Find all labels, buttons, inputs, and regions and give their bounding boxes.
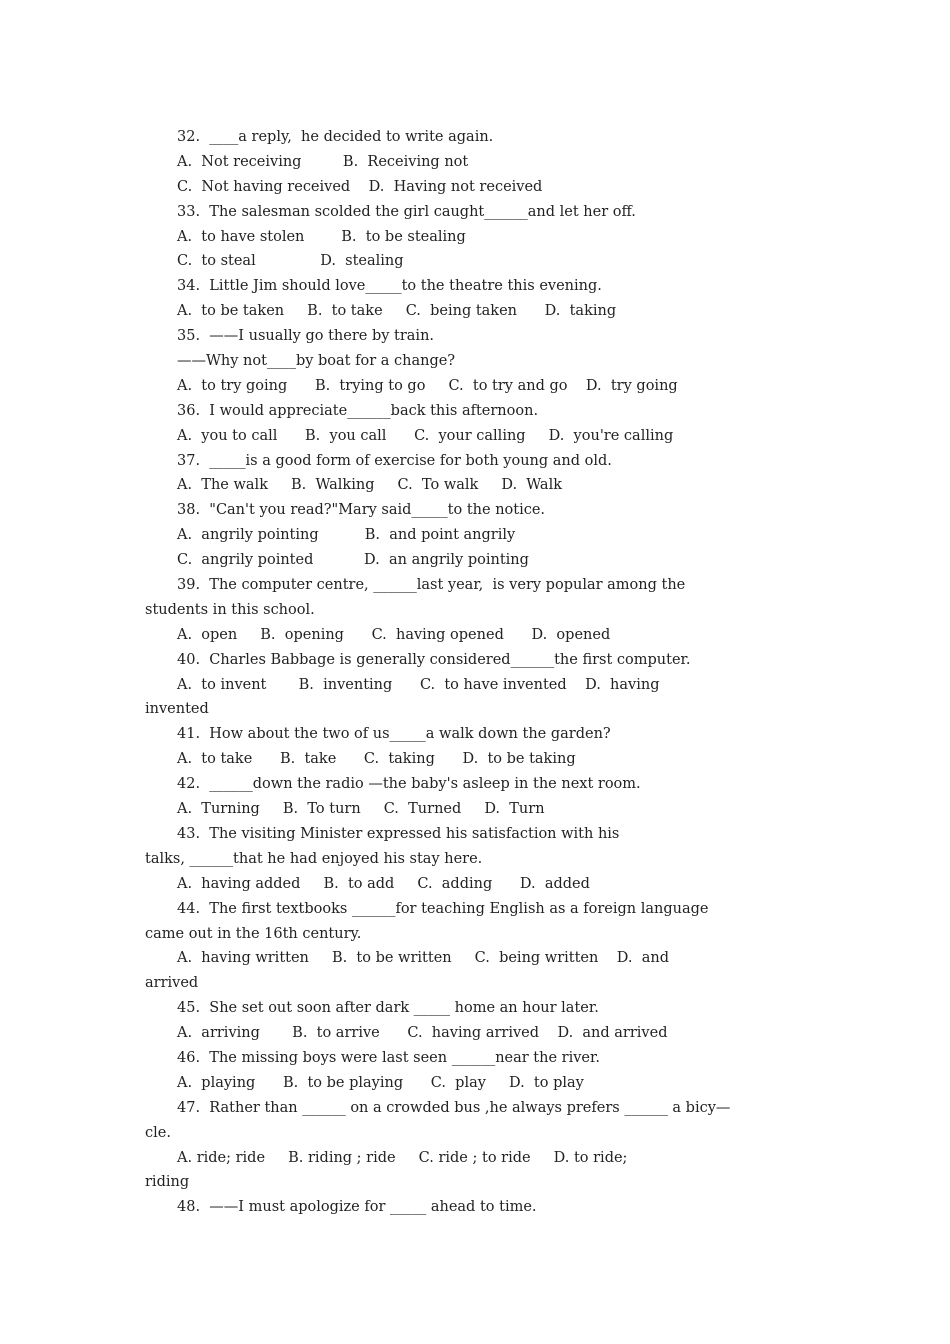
text-line: 38. "Can't you read?"Mary said_____to the notice. [177,502,546,519]
document-body [145,125,825,1220]
text-line: 32. ____a reply, he decided to write again. [177,129,494,145]
text-line: C. angrily pointed D. an angrily pointing [177,552,529,569]
text-line: cle. [145,1124,171,1141]
text-line: A. to take B. take C. taking D. to be taking [177,751,576,768]
text-line: A. to have stolen B. to be stealing [177,228,466,245]
text-line: talks, ______that he had enjoyed his stay here. [145,850,483,867]
text-line: A. playing B. to be playing C. play D. to play [177,1074,584,1091]
text-line: 40. Charles Babbage is generally considered______the first computer. [177,651,691,668]
text-line: A. Turning B. To turn C. Turned D. Turn [177,801,545,818]
text-line: 48. ——I must apologize for _____ ahead to time. [177,1199,537,1216]
text-line: A. The walk B. Walking C. To walk D. Walk [177,477,562,494]
text-line: A. ride; ride B. riding ; ride C. ride ; to ride D. to ride; [177,1149,628,1166]
text-line: 33. The salesman scolded the girl caught______and let her off. [177,203,636,220]
text-line: A. Not receiving B. Receiving not [177,153,469,170]
text-line: ——Why not____by boat for a change? [177,353,456,370]
text-line: arrived [145,975,199,992]
text-line: 43. The visiting Minister expressed his satisfaction with his [177,825,620,842]
text-line: A. angrily pointing B. and point angrily [177,527,516,544]
text-line: invented [145,701,209,718]
text-line: A. having added B. to add C. adding D. added [177,875,590,892]
text-line: students in this school. [145,601,315,618]
text-line: 39. The computer centre, ______last year, is very popular among the [177,577,686,594]
text-line: 34. Little Jim should love_____to the theatre this evening. [177,278,602,295]
text-line: A. having written B. to be written C. being written D. and [177,950,669,967]
text-line: 37. _____is a good form of exercise for both young and old. [177,452,612,469]
text-line: 46. The missing boys were last seen ______near the river. [177,1049,600,1066]
text-line: A. you to call B. you call C. your calling D. you're calling [177,427,674,444]
text-line: 35. ——I usually go there by train. [177,328,435,345]
text-line: 36. I would appreciate______back this afternoon. [177,402,539,419]
text-line: C. Not having received D. Having not received [177,178,543,195]
text-line: 44. The first textbooks ______for teaching English as a foreign language [177,900,709,917]
text-line: 42. ______down the radio —the baby's asleep in the next room. [177,776,641,793]
text-line: A. to invent B. inventing C. to have invented D. having [177,676,660,693]
text-line: 45. She set out soon after dark _____ home an hour later. [177,1000,599,1017]
text-line: A. open B. opening C. having opened D. opened [177,626,611,643]
text-line: 41. How about the two of us_____a walk down the garden? [177,726,611,743]
text-line: A. to be taken B. to take C. being taken D. taking [177,303,617,320]
text-line: A. arriving B. to arrive C. having arrived D. and arrived [177,1025,668,1042]
text-line: came out in the 16th century. [145,925,362,942]
text-line: A. to try going B. trying to go C. to try and go D. try going [177,377,678,394]
text-line: riding [145,1174,190,1191]
text-line: C. to steal D. stealing [177,253,404,270]
text-line: 47. Rather than ______ on a crowded bus ,he always prefers ______ a bicy— [177,1099,731,1116]
